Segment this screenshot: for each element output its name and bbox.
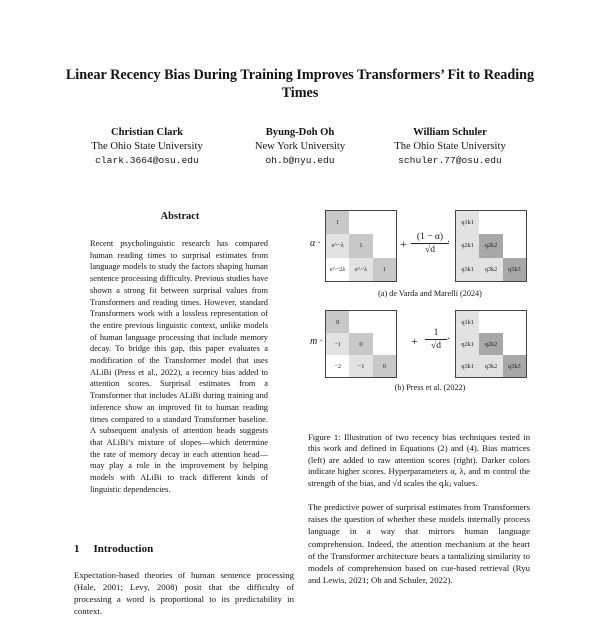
body-text: The predictive power of surprisal estimates from Transformers raises the question of whether these models internally process language in a way that mirrors human language comprehension. Indeed, the attention mechanism at the heart of the Transformer architecture bears a tantalizing similarity to models of comprehension based on cue-based retrieval (Ryu and Lewis, 2021; Oh and Schuler, 2022). (308, 502, 530, 586)
author-affiliation: New York University (254, 141, 346, 152)
matrix-cell: e^−λ (349, 258, 372, 281)
author-email: clark.3664@osu.edu (95, 155, 199, 166)
author-affiliation: The Ohio State University (394, 141, 506, 152)
author-affiliation: The Ohio State University (91, 141, 203, 152)
section-title: Introduction (93, 543, 154, 555)
abstract-heading: Abstract (160, 211, 200, 222)
intro-text: Expectation-based theories of human sentence processing (Hale, 2001; Levy, 2008) posit that the difficulty of processing a word is proportional to its predictability in context. (74, 570, 294, 616)
attention-matrix-b (455, 310, 527, 378)
matrix-cell: −1 (326, 333, 349, 355)
abstract-text: Recent psycholinguistic research has compared human reading times to surprisal estimates from language models to study the factors shaping human sentence processing difficulty. Previous studies have shown a strong fit between surprisal values from Transformers and reading times. However, standard Transformers work with a lossless representation of the entire previous linguistic context, unlike models of human language processing that include memory decay. To bridge this gap, this paper evaluates a modification of the Transformer model that uses ALiBi (Press et al., 2022), a recency bias added to attention scores. Surprisal estimates from a Transformer that includes ALiBi during training and inference show an improved fit to human reading times compared to a standard Transformer baseline. A subsequent analysis of attention heads suggests that ALiBi’s mixture of slopes—which determine the rate of memory decay in each attention head—may play a role in the improvement by helping models with ALiBi to track different kinds of linguistic dependencies. (90, 239, 268, 494)
fraction-numerator: 1 (433, 328, 439, 338)
matrix-cell (503, 211, 526, 234)
matrix-cell: 1 (349, 234, 372, 257)
matrix-cell: 0 (349, 333, 372, 355)
matrix-cell (349, 311, 372, 333)
matrix-cell: 0 (373, 355, 396, 377)
matrix-cell: 1 (326, 211, 349, 234)
matrix-cell (503, 311, 526, 333)
matrix-cell (373, 234, 396, 257)
dot-operator: · (447, 334, 451, 345)
matrix-cell: q2k2 (479, 333, 502, 355)
matrix-cell (373, 311, 396, 333)
subcaption-a: (a) de Varda and Marelli (2024) (378, 289, 482, 298)
matrix-cell: q1k1 (456, 211, 479, 234)
matrix-cell (479, 211, 502, 234)
matrix-cell: q2k1 (456, 234, 479, 257)
scale-fraction (425, 328, 447, 351)
subcaption-b: (b) Press et al. (2022) (394, 383, 466, 392)
matrix-cell: q3k1 (456, 355, 479, 377)
matrix-cell: q3k2 (479, 258, 502, 281)
author-name: William Schuler (413, 127, 487, 138)
matrix-cell: q3k3 (503, 355, 526, 377)
paper-title: Linear Recency Bias During Training Improves Transformers’ Fit to Reading Times (65, 67, 535, 101)
matrix-cell: q3k2 (479, 355, 502, 377)
matrix-cell: −2 (326, 355, 349, 377)
matrix-cell (503, 234, 526, 257)
matrix-cell: 0 (326, 311, 349, 333)
author-3 (375, 126, 525, 168)
matrix-cell: −1 (349, 355, 372, 377)
author-2 (225, 126, 375, 168)
matrix-cell (349, 211, 372, 234)
bias-matrix-b (325, 310, 397, 378)
matrix-cell (373, 333, 396, 355)
matrix-cell: 1 (373, 258, 396, 281)
fraction-denominator: √d (425, 245, 435, 255)
matrix-cell: q2k2 (479, 234, 502, 257)
section-number: 1 (74, 543, 80, 555)
fraction-denominator: √d (431, 341, 441, 351)
author-email: oh.b@nyu.edu (265, 155, 335, 166)
m-symbol: m · (310, 336, 323, 347)
matrix-cell: q1k1 (456, 311, 479, 333)
matrix-cell: q2k1 (456, 333, 479, 355)
matrix-cell (373, 211, 396, 234)
matrix-cell: q3k3 (503, 258, 526, 281)
author-name: Byung-Doh Oh (265, 127, 335, 138)
matrix-cell (479, 311, 502, 333)
author-1 (72, 126, 222, 168)
bias-matrix-a (325, 210, 397, 282)
plus-sign: + (411, 334, 418, 348)
alpha-symbol: α · (310, 238, 321, 249)
scale-fraction (411, 232, 449, 255)
matrix-cell: e^−λ (326, 234, 349, 257)
figure-caption: Figure 1: Illustration of two recency bias techniques tested in this work and defined in Equations (2) and (4). Bias matrices (left) are added to raw attention scores (right). Darker colors indicate higher scores. Hyperparameters α, λ, and m control the strength of the bias, and √d scales the qᵢkⱼ values. (308, 432, 530, 488)
fraction-numerator: (1 − α) (416, 232, 444, 242)
author-name: Christian Clark (110, 127, 184, 138)
dot-operator: · (447, 237, 451, 248)
matrix-cell (503, 333, 526, 355)
matrix-cell: e^−2λ (326, 258, 349, 281)
plus-sign: + (400, 237, 407, 251)
matrix-cell: q3k1 (456, 258, 479, 281)
attention-matrix-a (455, 210, 527, 282)
author-email: schuler.77@osu.edu (398, 155, 502, 166)
section-heading (74, 543, 153, 555)
